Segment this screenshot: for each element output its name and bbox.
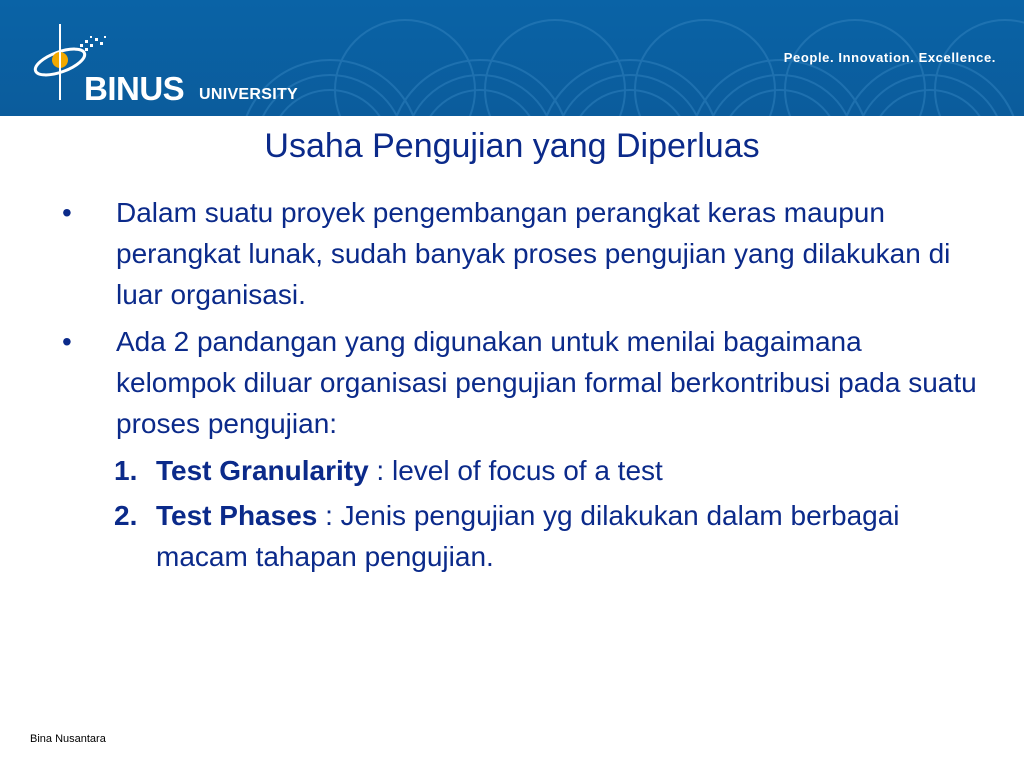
number-marker: 1. <box>114 455 138 486</box>
footer-text: Bina Nusantara <box>30 733 106 745</box>
numbered-text <box>156 495 980 577</box>
bullet-text: Ada 2 pandangan yang digunakan untuk menilai bagaimana kelompok diluar organisasi pengujian formal berkontribusi pada suatu proses pengujian: <box>116 326 977 439</box>
term-test-phases: Test Phases <box>156 500 318 531</box>
bullet-text: Dalam suatu proyek pengembangan perangkat keras maupun perangkat lunak, sudah banyak proses pengujian yang dilakukan di luar organisasi. <box>116 197 951 310</box>
numbered-item <box>114 450 980 491</box>
binus-logo <box>18 16 308 106</box>
tagline: People. Innovation. Excellence. <box>783 50 996 65</box>
header-banner <box>0 0 1024 116</box>
term-description: : Jenis pengujian yg dilakukan dalam berbagai macam tahapan pengujian. <box>156 500 900 572</box>
bullet-item <box>60 192 980 315</box>
brand-subtitle: UNIVERSITY <box>199 86 299 103</box>
term-description: : level of focus of a test <box>368 455 663 486</box>
number-marker: 2. <box>114 500 138 531</box>
bullet-marker: • <box>62 197 72 228</box>
brand-name: BINUS <box>84 70 185 107</box>
bullet-marker: • <box>62 326 72 357</box>
bullet-item <box>60 321 980 444</box>
term-test-granularity: Test Granularity <box>156 455 369 486</box>
slide-title: Usaha Pengujian yang Diperluas <box>264 127 760 165</box>
numbered-text <box>156 450 980 491</box>
slide-content <box>60 192 980 581</box>
numbered-item <box>114 495 980 577</box>
